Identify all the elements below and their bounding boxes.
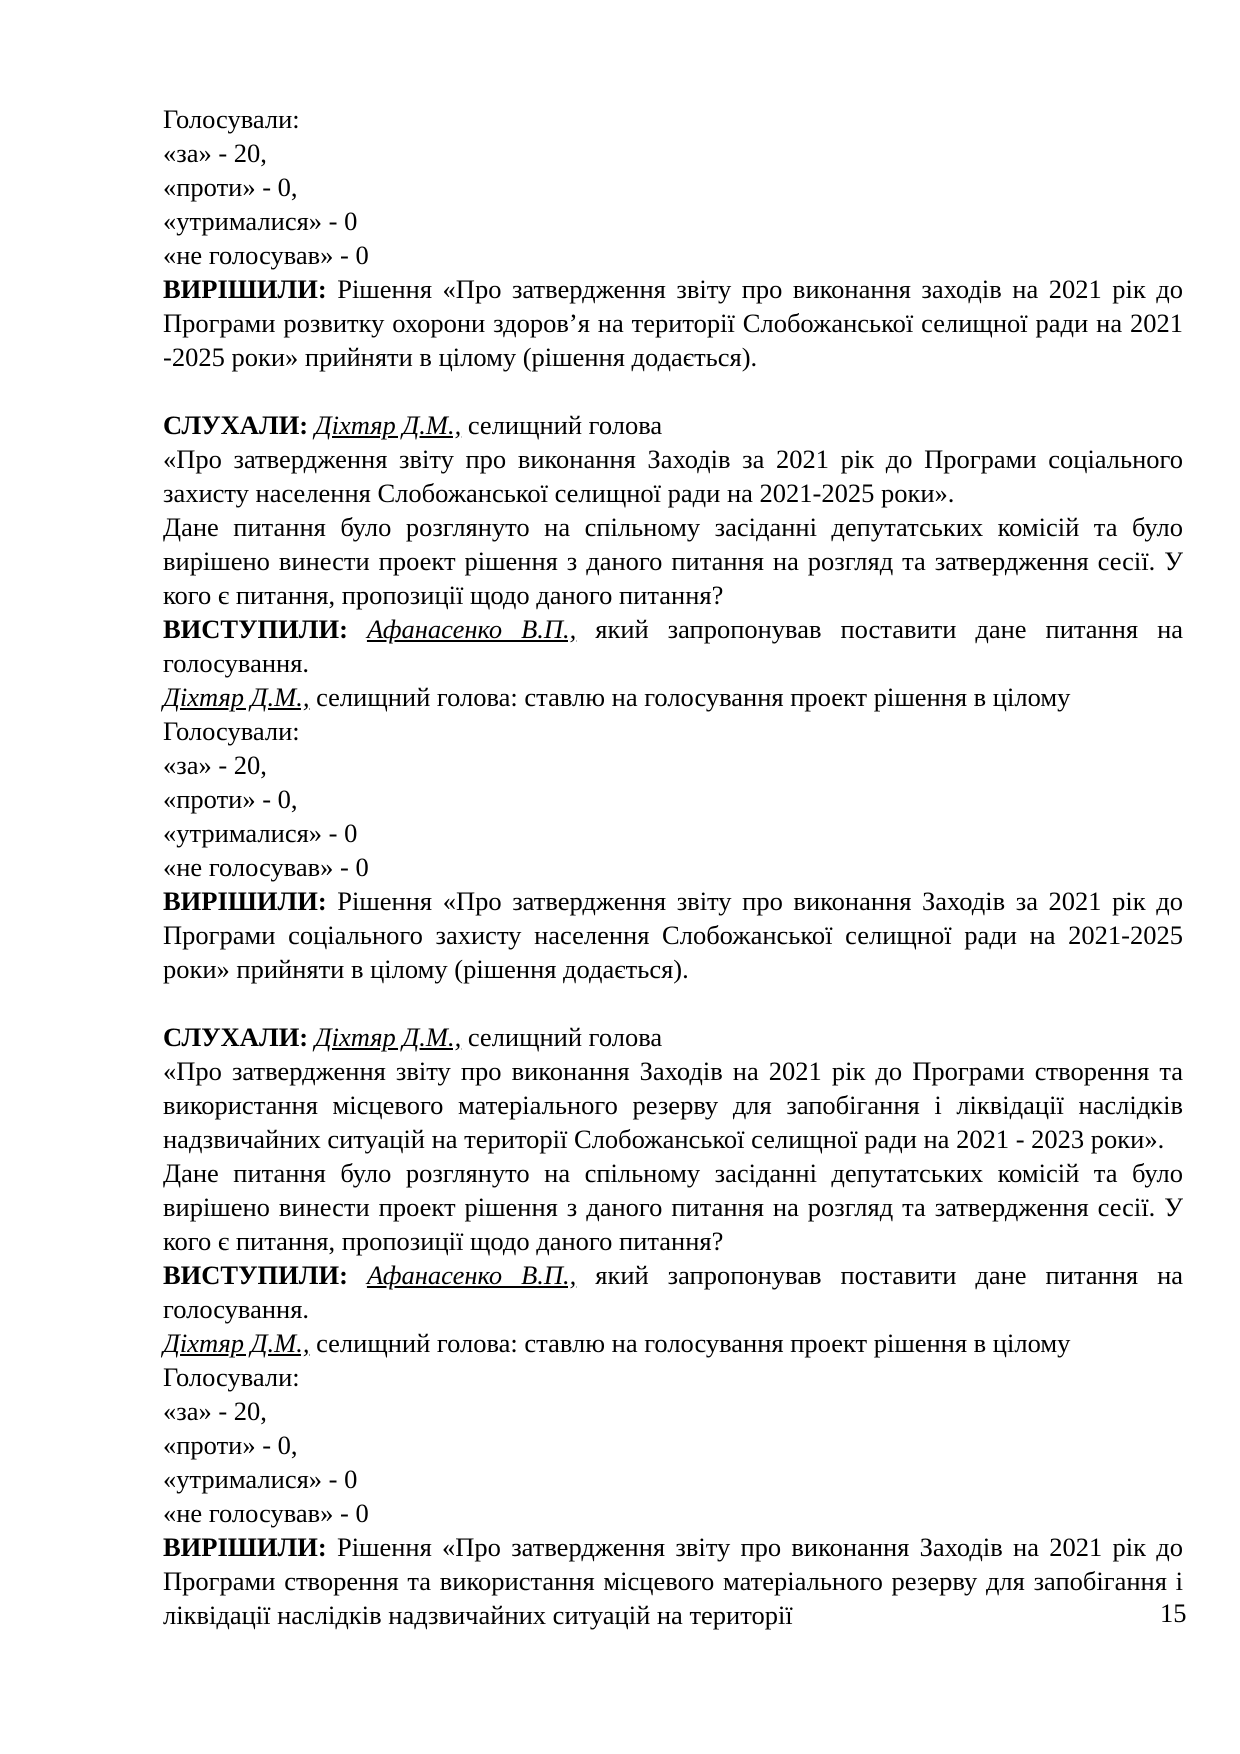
paragraph-gap <box>163 374 1183 408</box>
spoke-text: який запропонував поставити дане питання на голосування. <box>163 614 1184 678</box>
spoke-label: ВИСТУПИЛИ: <box>163 614 348 644</box>
spoke-label: ВИСТУПИЛИ: <box>163 1260 348 1290</box>
discussion-paragraph: Дане питання було розглянуто на спільному засіданні депутатських комісій та було вирішено винести проект рішення з даного питання на розгляд та затвердження сесії. У кого є питання, пропозиції щодо даного питання? <box>163 1158 1183 1256</box>
chair-line <box>163 1326 1183 1360</box>
agenda-item-material-reserve <box>163 1020 1183 1632</box>
topic-paragraph: «Про затвердження звіту про виконання Заходів на 2021 рік до Програми створення та використання місцевого матеріального резерву для запобігання і ліквідації наслідків надзвичайних ситуацій на території Слобожанської селищної ради на 2021 - 2023 роки». <box>163 1056 1183 1154</box>
agenda-item-social-protection <box>163 408 1183 986</box>
votes-heading: Голосували: <box>163 716 300 746</box>
spoke-person: Афанасенко В.П., <box>366 1260 577 1290</box>
heard-role: селищний голова <box>461 1022 663 1052</box>
page-number: 15 <box>1160 1598 1187 1628</box>
vote-not-voted: «не голосував» - 0 <box>163 240 369 270</box>
decision-paragraph <box>163 272 1183 374</box>
vote-for: «за» - 20, <box>163 138 267 168</box>
vote-not-voted: «не голосував» - 0 <box>163 1498 369 1528</box>
vote-abstained: «утрималися» - 0 <box>163 206 358 236</box>
topic-paragraph: «Про затвердження звіту про виконання Заходів за 2021 рік до Програми соціального захисту населення Слобожанської селищної ради на 2021-2025 роки». <box>163 444 1183 508</box>
spoke-text: який запропонував поставити дане питання на голосування. <box>163 1260 1184 1324</box>
discussion-paragraph: Дане питання було розглянуто на спільному засіданні депутатських комісій та було вирішено винести проект рішення з даного питання на розгляд та затвердження сесії. У кого є питання, пропозиції щодо даного питання? <box>163 512 1183 610</box>
vote-abstained: «утрималися» - 0 <box>163 1464 358 1494</box>
spoke-paragraph <box>163 612 1183 680</box>
vote-against: «проти» - 0, <box>163 172 298 202</box>
decided-label: ВИРІШИЛИ: <box>163 274 327 304</box>
chair-text: селищний голова: ставлю на голосування проект рішення в цілому <box>309 682 1071 712</box>
decided-text: Рішення «Про затвердження звіту про виконання Заходів на 2021 рік до Програми створення та використання місцевого матеріального резерву для запобігання і ліквідації наслідків надзвичайних ситуацій на території <box>163 1532 1183 1630</box>
spoke-person: Афанасенко В.П., <box>366 614 577 644</box>
heard-role: селищний голова <box>461 410 663 440</box>
chair-text: селищний голова: ставлю на голосування проект рішення в цілому <box>309 1328 1071 1358</box>
document-page <box>163 102 1183 1632</box>
decision-paragraph <box>163 884 1183 986</box>
heard-label: СЛУХАЛИ: <box>163 1022 309 1052</box>
agenda-item-health-program <box>163 102 1183 374</box>
spoke-paragraph <box>163 1258 1183 1326</box>
heard-person: Діхтяр Д.М., <box>314 410 462 440</box>
decided-label: ВИРІШИЛИ: <box>163 886 327 916</box>
decided-text: Рішення «Про затвердження звіту про виконання заходів на 2021 рік до Програми розвитку охорони здоров’я на території Слобожанської селищної ради на 2021 -2025 роки» прийняти в цілому (рішення додається). <box>163 274 1183 372</box>
chair-line <box>163 680 1183 714</box>
chair-person: Діхтяр Д.М., <box>163 1328 310 1358</box>
vote-not-voted: «не голосував» - 0 <box>163 852 369 882</box>
heard-label: СЛУХАЛИ: <box>163 410 309 440</box>
votes-heading: Голосували: <box>163 104 300 134</box>
decided-label: ВИРІШИЛИ: <box>163 1532 327 1562</box>
vote-abstained: «утрималися» - 0 <box>163 818 358 848</box>
votes-heading: Голосували: <box>163 1362 300 1392</box>
vote-against: «проти» - 0, <box>163 1430 298 1460</box>
vote-for: «за» - 20, <box>163 750 267 780</box>
heard-line <box>163 1020 1183 1054</box>
vote-for: «за» - 20, <box>163 1396 267 1426</box>
heard-line <box>163 408 1183 442</box>
heard-person: Діхтяр Д.М., <box>314 1022 462 1052</box>
decision-paragraph <box>163 1530 1183 1632</box>
paragraph-gap <box>163 986 1183 1020</box>
vote-against: «проти» - 0, <box>163 784 298 814</box>
chair-person: Діхтяр Д.М., <box>163 682 310 712</box>
decided-text: Рішення «Про затвердження звіту про виконання Заходів за 2021 рік до Програми соціального захисту населення Слобожанської селищної ради на 2021-2025 роки» прийняти в цілому (рішення додається). <box>163 886 1183 984</box>
